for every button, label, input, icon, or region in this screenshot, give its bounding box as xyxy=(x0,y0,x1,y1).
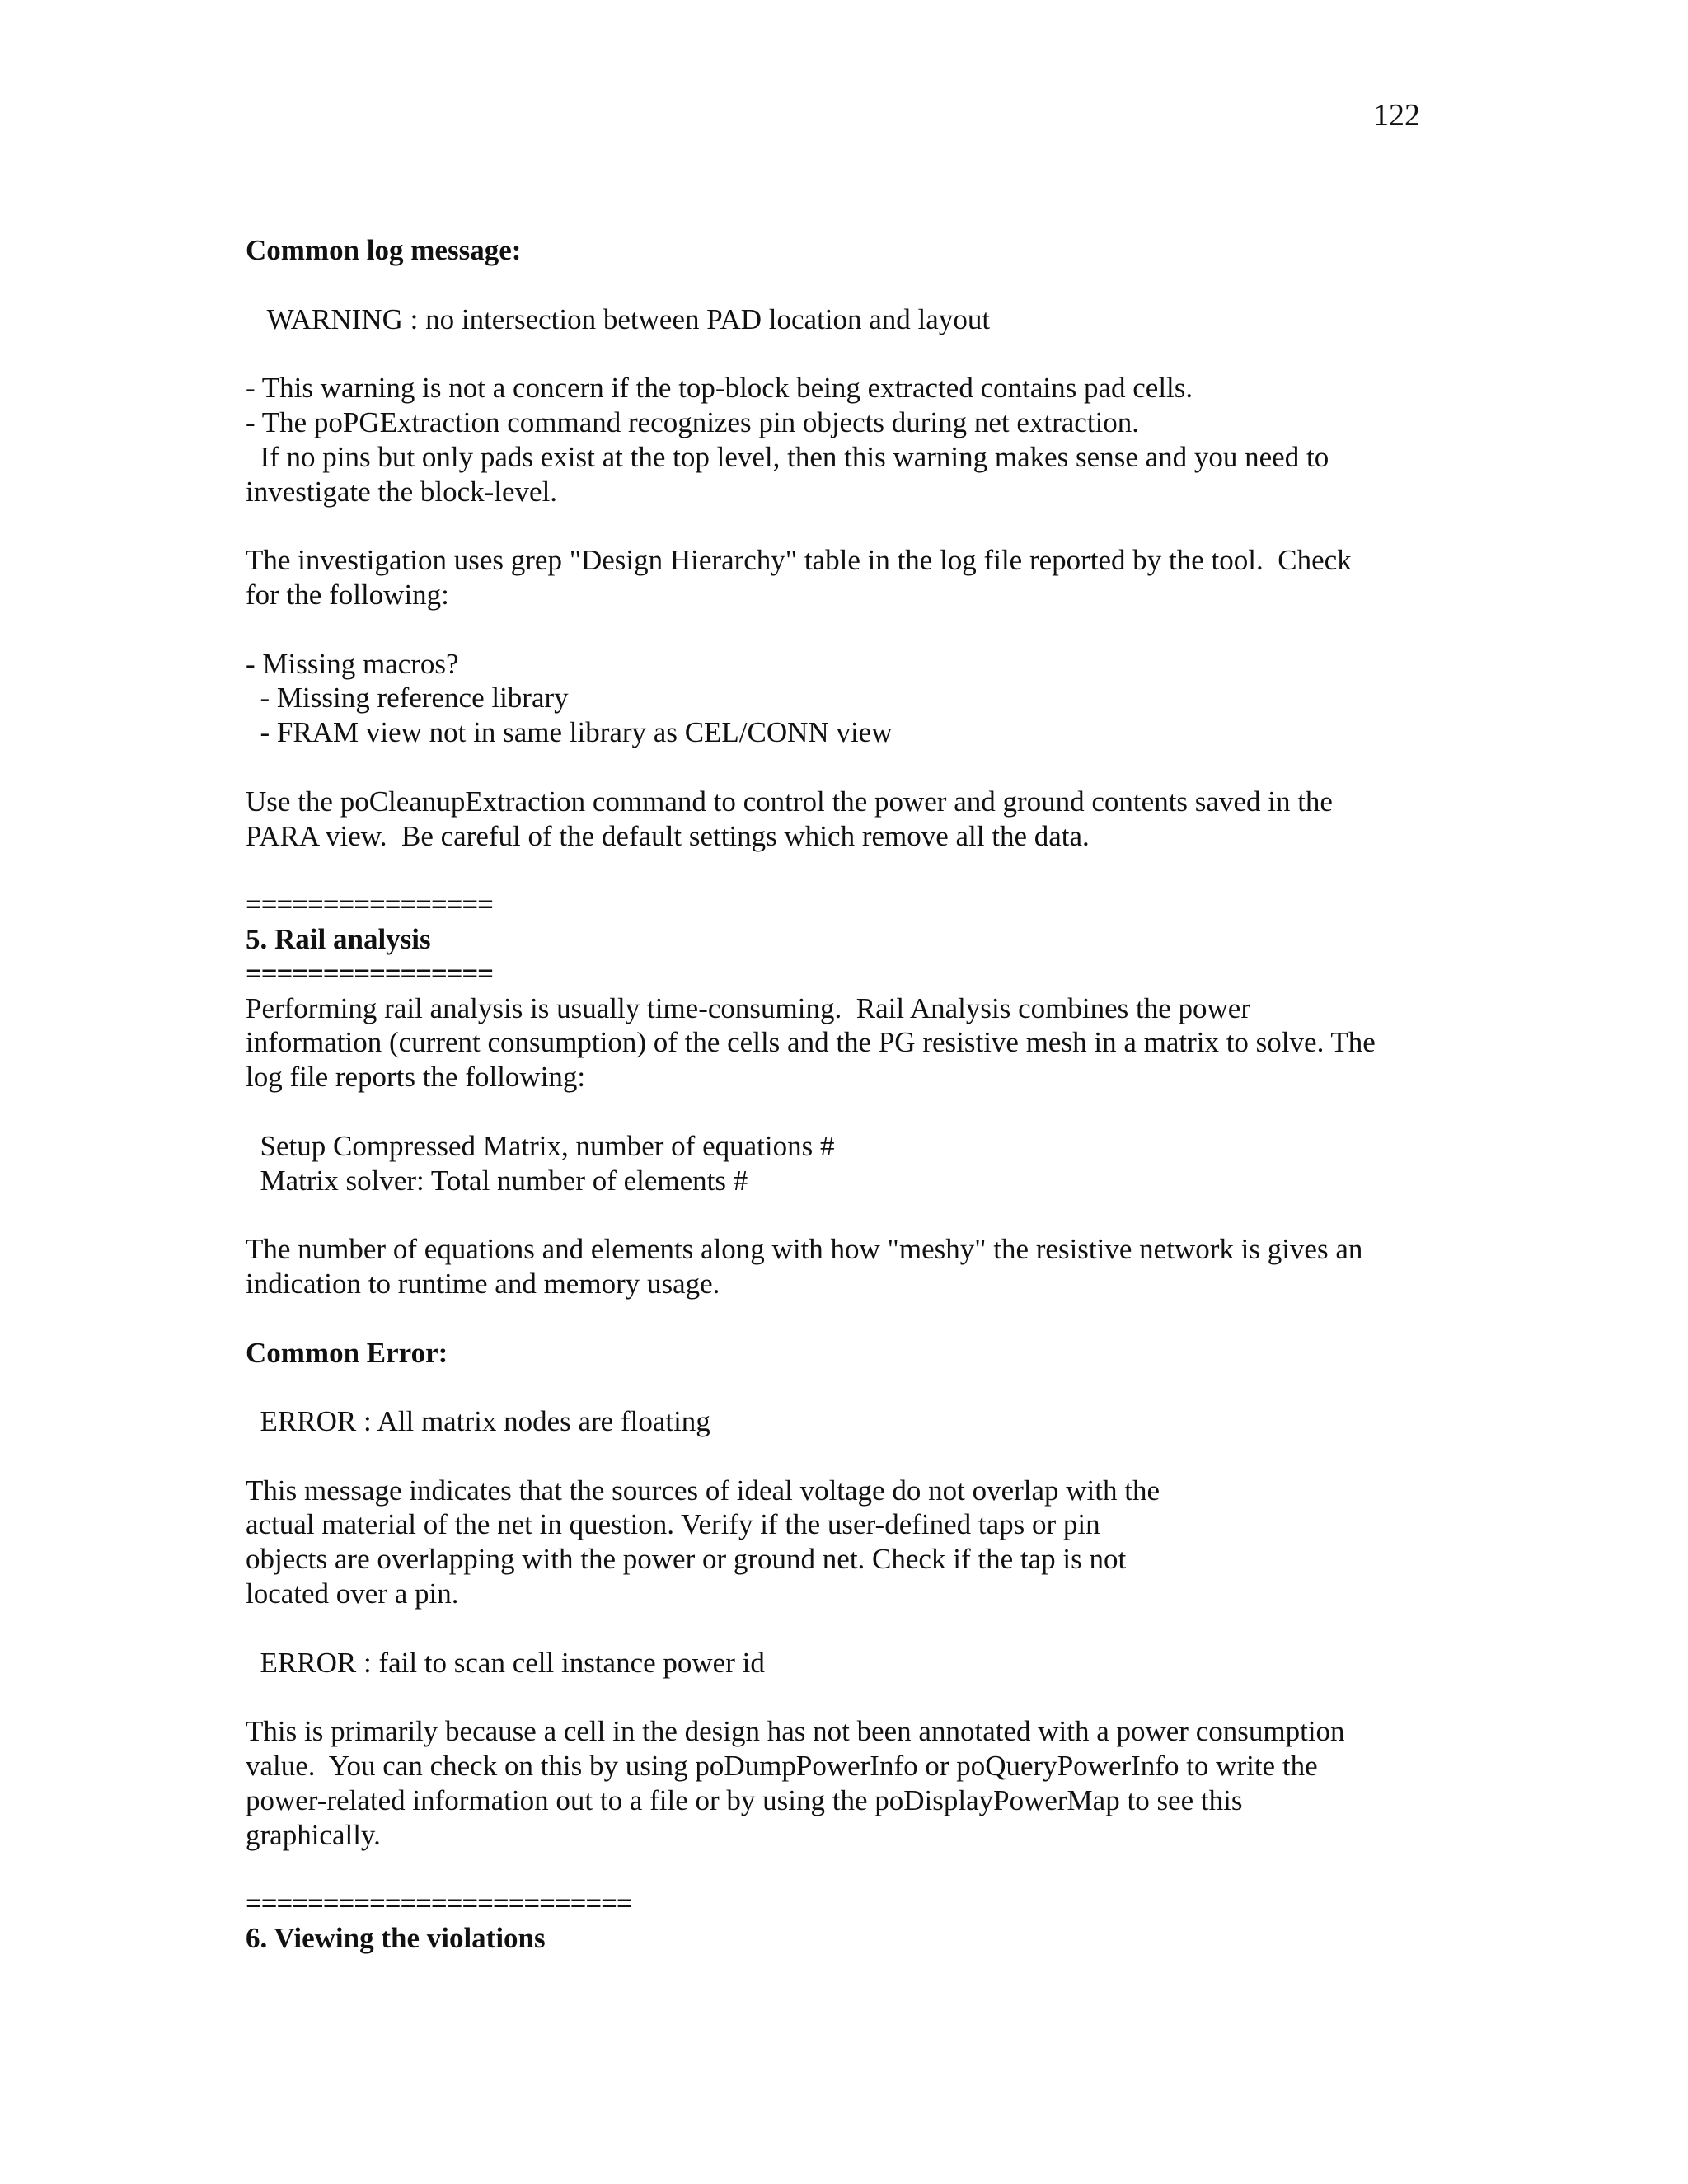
warn-note: investigate the block-level. xyxy=(246,475,558,508)
error-message: ERROR : fail to scan cell instance power id xyxy=(246,1646,765,1679)
investigation-text: The investigation uses grep "Design Hierarchy" table in the log file reported by the tool. Check xyxy=(246,544,1352,577)
investigation-text: for the following: xyxy=(246,578,449,611)
checklist-item: - Missing reference library xyxy=(246,682,569,715)
common-error-heading: Common Error: xyxy=(246,1336,448,1369)
rail-paragraph: information (current consumption) of the cells and the PG resistive mesh in a matrix to solve. The xyxy=(246,1026,1376,1059)
warn-note: - This warning is not a concern if the top-block being extracted contains pad cells. xyxy=(246,372,1193,405)
cleanup-text: Use the poCleanupExtraction command to control the power and ground contents saved in the xyxy=(246,785,1333,818)
document-body xyxy=(246,233,1449,1956)
section-rule: ================ xyxy=(246,888,493,921)
error-explanation: located over a pin. xyxy=(246,1577,459,1610)
section-6-heading: 6. Viewing the violations xyxy=(246,1922,546,1955)
log-line: Setup Compressed Matrix, number of equations # xyxy=(246,1129,835,1162)
rail-paragraph: log file reports the following: xyxy=(246,1061,586,1094)
page-number: 122 xyxy=(1373,98,1420,133)
cleanup-text: PARA view. Be careful of the default settings which remove all the data. xyxy=(246,819,1090,852)
error-explanation: objects are overlapping with the power or ground net. Check if the tap is not xyxy=(246,1543,1127,1576)
section-rule: ================ xyxy=(246,957,493,990)
error-message: ERROR : All matrix nodes are floating xyxy=(246,1405,710,1438)
warn-note: - The poPGExtraction command recognizes pin objects during net extraction. xyxy=(246,405,1140,438)
common-log-heading: Common log message: xyxy=(246,234,522,266)
error-explanation: value. You can check on this by using poDumpPowerInfo or poQueryPowerInfo to write the xyxy=(246,1750,1318,1783)
section-rule: ========================= xyxy=(246,1887,632,1920)
warn-note: If no pins but only pads exist at the top level, then this warning makes sense and you need to xyxy=(246,440,1329,473)
error-explanation: actual material of the net in question. Verify if the user-defined taps or pin xyxy=(246,1508,1100,1541)
error-explanation: This message indicates that the sources of ideal voltage do not overlap with the xyxy=(246,1474,1160,1507)
error-explanation: power-related information out to a file or by using the poDisplayPowerMap to see this xyxy=(246,1783,1243,1816)
error-explanation: This is primarily because a cell in the design has not been annotated with a power consumption xyxy=(246,1715,1345,1748)
warning-message: WARNING : no intersection between PAD location and layout xyxy=(246,302,991,335)
error-explanation: graphically. xyxy=(246,1818,381,1851)
section-5-heading: 5. Rail analysis xyxy=(246,922,431,955)
checklist-item: - FRAM view not in same library as CEL/CONN view xyxy=(246,716,893,749)
log-line: Matrix solver: Total number of elements # xyxy=(246,1164,748,1197)
rail-paragraph: Performing rail analysis is usually time-consuming. Rail Analysis combines the power xyxy=(246,991,1250,1024)
equations-paragraph: indication to runtime and memory usage. xyxy=(246,1267,720,1300)
equations-paragraph: The number of equations and elements along with how "meshy" the resistive network is gives an xyxy=(246,1233,1363,1266)
checklist-item: - Missing macros? xyxy=(246,647,459,680)
